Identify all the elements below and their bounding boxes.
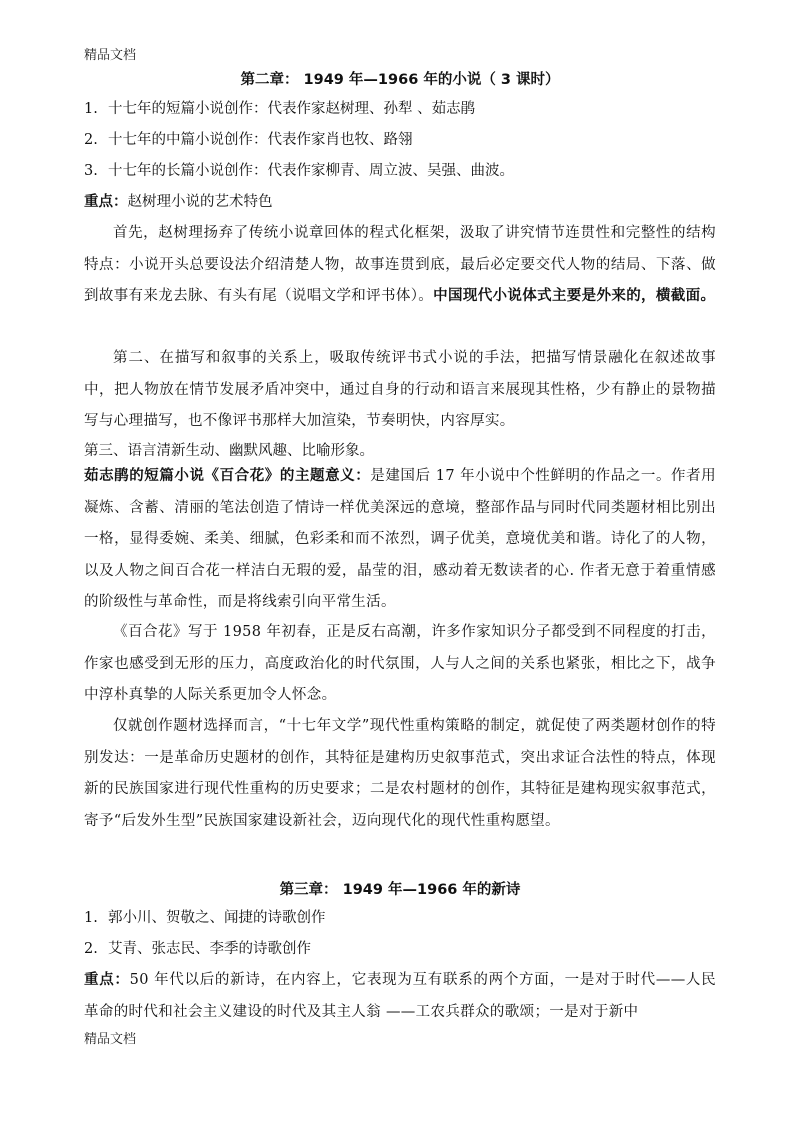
item-text: 郭小川、贺敬之、闻捷的诗歌创作 bbox=[108, 910, 326, 926]
item-text: 十七年的长篇小说创作：代表作家柳青、周立波、吴强、曲波。 bbox=[108, 163, 514, 179]
footer-watermark: 精品文档 bbox=[84, 1032, 137, 1047]
item-number: 2. bbox=[84, 941, 98, 957]
paragraph-text: 仅就创作题材选择而言，“十七年文学”现代性重构策略的制定，就促使了两类题材创作的特别发达：一是革命历史题材的创作，其特征是建构历史叙事范式，突出求证合法性的特点，体现新的民族国家进行现代性重构的历史要求；二是农村题材的创作，其特征是建构现实叙事范式，寄予“后发外生型”民族国家建设新社会，迈向现代化的现代性重构愿望。 bbox=[84, 718, 716, 829]
paragraph-text: 《百合花》写于 1958 年初春，正是反右高潮，许多作家知识分子都受到不同程度的打击，作家也感受到无形的压力，高度政治化的时代氛围，人与人之间的关系也紧张，相比之下，战争中淳朴真挚的人际关系更加令人怀念。 bbox=[84, 624, 716, 703]
paragraph-text: 是建国后 17 年小说中个性鲜明的作品之一。作者用凝炼、含蓄、清丽的笔法创造了情诗一样优美深远的意境，整部作品与同时代同类题材相比别出一格，显得委婉、柔美、细腻，色彩柔和而不浓烈，调子优美，意境优美和谐。诗化了的人物，以及人物之间百合花一样洁白无瑕的爱，晶莹的泪，感动着无数读者的心. 作者无意于着重情感的阶级性与革命性，而是将线索引向平常生活。 bbox=[84, 468, 717, 610]
item-text: 十七年的中篇小说创作：代表作家肖也牧、路翎 bbox=[108, 132, 413, 148]
paragraph-baihehua-theme bbox=[84, 461, 716, 619]
chapter3-item-1 bbox=[84, 908, 716, 928]
item-text: 十七年的短篇小说创作：代表作家赵树理、孙犁 、茹志鹃 bbox=[108, 101, 476, 117]
paragraph-themes bbox=[84, 711, 716, 837]
key-text: 50 年代以后的新诗，在内容上，它表现为互有联系的两个方面，一是对于时代——人民革命的时代和社会主义建设的时代及其主人翁 ——工农兵群众的歌颂；一是对于新中 bbox=[84, 972, 716, 1020]
key-label: 重点： bbox=[84, 972, 130, 988]
chapter2-item-2 bbox=[84, 130, 716, 150]
key-label: 重点： bbox=[84, 194, 128, 210]
paragraph-first bbox=[84, 218, 716, 313]
paragraph-second bbox=[84, 343, 716, 438]
paragraph-third: 第三、语言清新生动、幽默风趣、比喻形象。 bbox=[84, 443, 374, 459]
chapter2-key-point bbox=[84, 192, 716, 212]
chapter2-title: 第二章： 1949 年—1966 年的小说（ 3 课时） bbox=[240, 72, 560, 88]
key-text: 赵树理小说的艺术特色 bbox=[127, 194, 273, 210]
chapter3-key-point bbox=[84, 965, 716, 1028]
chapter2-item-3 bbox=[84, 161, 716, 181]
chapter3-item-2 bbox=[84, 939, 716, 959]
paragraph-baihehua-context bbox=[84, 617, 716, 712]
chapter3-title: 第三章： 1949 年—1966 年的新诗 bbox=[279, 882, 521, 898]
item-number: 2. bbox=[84, 132, 98, 148]
paragraph-text: 首先，赵树理扬弃了传统小说章回体的程式化框架，汲取了讲究情节连贯性和完整性的结构特点：小说开头总要设法介绍清楚人物，故事连贯到底，最后必定要交代人物的结局、下落、做到故事有来龙去脉、有头有尾（说唱文学和评书体）。 bbox=[84, 225, 716, 304]
paragraph-emphasis: 中国现代小说体式主要是外来的，横截面。 bbox=[433, 288, 716, 304]
item-text: 艾青、张志民、李季的诗歌创作 bbox=[108, 941, 311, 957]
paragraph-text: 第二、在描写和叙事的关系上，吸取传统评书式小说的手法，把描写情景融化在叙述故事中，把人物放在情节发展矛盾冲突中，通过自身的行动和语言来展现其性格，少有静止的景物描写与心理描写，也不像评书那样大加渲染，节奏明快，内容厚实。 bbox=[84, 350, 716, 429]
chapter2-item-1 bbox=[84, 99, 716, 119]
header-watermark: 精品文档 bbox=[84, 48, 137, 63]
item-number: 1. bbox=[84, 910, 98, 926]
item-number: 1. bbox=[84, 101, 98, 117]
paragraph-heading: 茹志鹃的短篇小说《百合花》的主题意义： bbox=[84, 468, 371, 484]
item-number: 3. bbox=[84, 163, 98, 179]
